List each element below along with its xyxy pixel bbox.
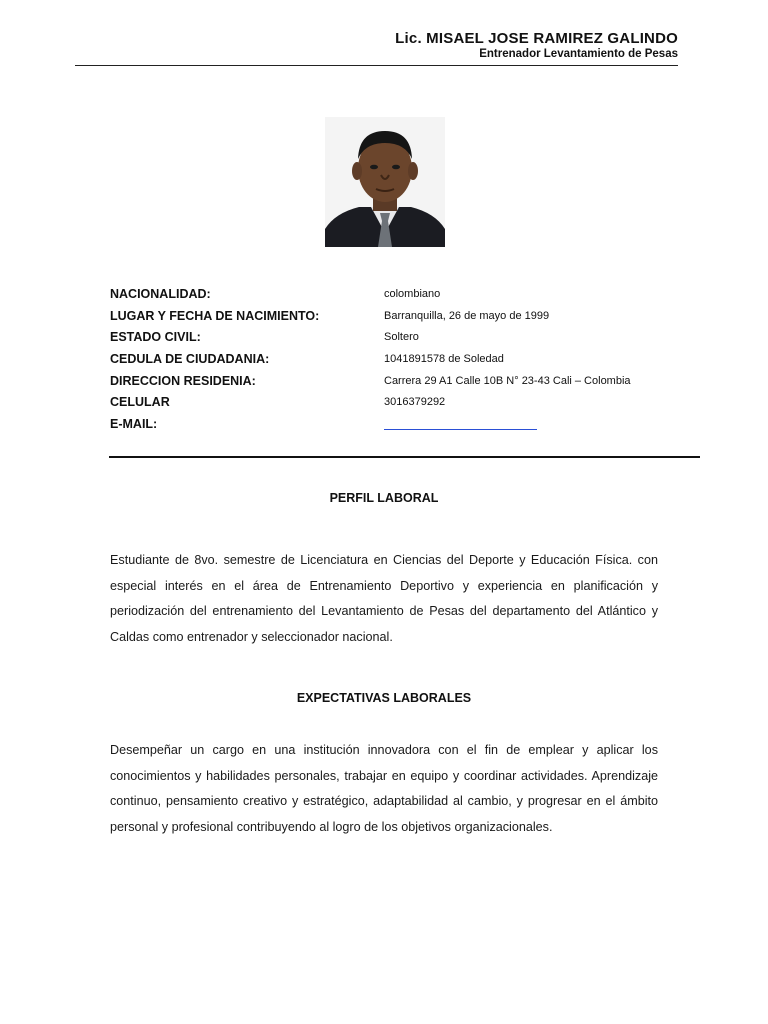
- info-value: Barranquilla, 26 de mayo de 1999: [384, 309, 550, 322]
- info-row-nacimiento: [110, 307, 670, 329]
- section-divider: [109, 456, 700, 458]
- info-value: 3016379292: [384, 396, 446, 409]
- info-row-cedula: [110, 350, 670, 372]
- info-label: CELULAR: [110, 395, 170, 410]
- info-label: ESTADO CIVIL:: [110, 330, 201, 345]
- info-label: CEDULA DE CIUDADANIA:: [110, 352, 270, 367]
- info-label: NACIONALIDAD:: [110, 287, 211, 301]
- header-divider: [75, 65, 678, 66]
- info-row-nacionalidad: [110, 285, 670, 307]
- perfil-text: Estudiante de 8vo. semestre de Licenciatura en Ciencias del Deporte y Educación Física. con especial interés en el área de Entrenamiento Deportivo y experiencia en planificación y periodización del entrenamiento del Levantamiento de Pesas del departamento del Atlántico y Caldas como entrenador y seleccionador nacional.: [110, 553, 658, 644]
- info-label: DIRECCION RESIDENIA:: [110, 373, 256, 388]
- candidate-role: Entrenador Levantamiento de Pesas: [479, 48, 678, 60]
- info-label: LUGAR Y FECHA DE NACIMIENTO:: [110, 308, 320, 323]
- info-value: 1041891578 de Soledad: [384, 353, 504, 366]
- perfil-title: PERFIL LABORAL: [329, 491, 439, 505]
- candidate-name: Lic. MISAEL JOSE RAMIREZ GALINDO: [395, 30, 678, 47]
- info-row-direccion: [110, 372, 670, 394]
- info-row-estado-civil: [110, 328, 670, 350]
- info-value: Soltero: [384, 331, 419, 344]
- email-link-underline[interactable]: [384, 429, 537, 430]
- personal-info: [110, 285, 670, 437]
- portrait-image: [325, 117, 445, 247]
- info-row-celular: [110, 393, 670, 415]
- info-label: E-MAIL:: [110, 417, 158, 432]
- portrait-photo: [325, 117, 445, 247]
- document-header: [395, 30, 678, 60]
- info-value: colombiano: [384, 288, 441, 300]
- expectativas-title: EXPECTATIVAS LABORALES: [296, 691, 472, 705]
- info-row-email: [110, 415, 670, 437]
- info-value: Carrera 29 A1 Calle 10B N° 23-43 Cali – Colombia: [384, 374, 631, 387]
- expectativas-text: Desempeñar un cargo en una institución innovadora con el fin de emplear y aplicar los conocimientos y habilidades personales, trabajar en equipo y coordinar actividades. Aprendizaje continuo, pensamiento creativo y estratégico, adaptabilidad al cambio, y progresar en el ámbito personal y profesional contribuyendo al logro de los objetivos organizacionales.: [110, 743, 658, 834]
